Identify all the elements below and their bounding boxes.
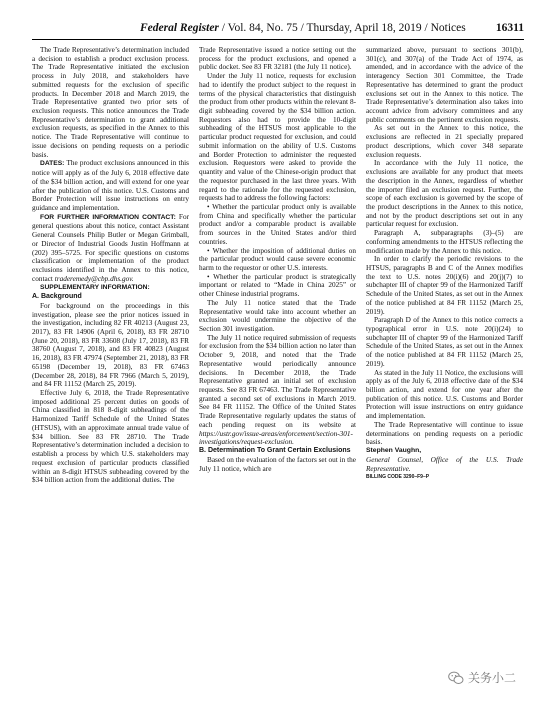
section-heading-a: A. Background [32, 293, 82, 301]
paragraph: The Trade Representative’s determination included a decision to establish a product exclusion process. The Trade Representative initiated the exclusion process in July 2018, and stakeholders have submitted requests for the exclusion of specific products. In December 2018 and March 2019, the Trade Representative granted two prior sets of exclusion requests. This notice announces the Trade Representative’s determination to grant additional exclusion requests, as specified in the Annex to this notice. The Trade Representative will continue to issue decisions on pending requests on a periodic basis. [32, 46, 189, 159]
paragraph: Trade Representative issued a notice setting out the process for the product exclusions, and opened a public docket. See 83 FR 32181 (the July 11 notice). [199, 46, 356, 72]
billing-code: BILLING CODE 3290–F9–P [366, 474, 430, 481]
watermark [444, 668, 520, 687]
signer-name: Stephen Vaughn, [366, 447, 422, 455]
dates-paragraph [32, 159, 189, 212]
paragraph: Paragraph D of the Annex to this notice corrects a typographical error in U.S. note 20(i)(24) to subchapter III of chapter 99 of the Harmonized Tariff Schedule of the United States, as set out in the Annex of the notice published at 84 FR 11152 (March 25, 2019). [366, 316, 523, 368]
paragraph: summarized above, pursuant to sections 301(b), 301(c), and 307(a) of the Trade Act of 1974, as amended, and in accordance with the advice of the interagency Section 301 Committee, the Trade Representative has determined to grant the product exclusions set out in the Annex to this notice. The Trade Representative’s determination also takes into account advice from advisory committees and any public comments on the pertinent exclusion requests. [366, 46, 523, 124]
supplementary-paragraph [32, 283, 189, 293]
dates-text: The product exclusions announced in this notice will apply as of the July 6, 2018 effective date of the $34 billion action, and will extend for one year after the publication of this notice. U.S. Customs and Border Protection will issue instructions on entry guidance and implementation. [32, 159, 189, 212]
wechat-logo-icon [448, 671, 464, 685]
header-rule [32, 39, 524, 40]
paragraph: In order to clarify the periodic revisions to the HTSUS, paragraphs B and C of the Annex modifies the text to U.S. notes 20(i)(6) and 20(j)(7) to subchapter III of chapter 99 of the Harmonized Tariff Schedule of the United States, as set out in the Annex of the notice published at 84 FR 11152 (March 25, 2019). [366, 255, 523, 316]
running-head [140, 22, 466, 34]
section-heading-b: B. Determination To Grant Certain Exclusions [199, 447, 351, 455]
bullet-item: • Whether the imposition of additional duties on the particular product would cause severe economic harm to the requestor or other U.S. interests. [199, 246, 356, 272]
dates-label: DATES: [40, 160, 65, 168]
paragraph: The Trade Representative will continue to issue determinations on pending requests on a periodic basis. [366, 420, 523, 447]
column-3 [366, 46, 523, 482]
contact-label: FOR FURTHER INFORMATION CONTACT: [40, 213, 176, 221]
issue-info: / Vol. 84, No. 75 / Thursday, April 18, 2019 / Notices [218, 22, 466, 34]
paragraph: The July 11 notice stated that the Trade Representative would take into account whether an exclusion would undermine the objective of the Section 301 investigation. [199, 298, 356, 333]
paragraph: Paragraph A, subparagraphs (3)–(5) are conforming amendments to the HTSUS reflecting the modification made by the Annex to this notice. [366, 229, 523, 255]
signer-title: General Counsel, Office of the U.S. Trade Representative. [366, 455, 523, 473]
watermark-text: 关务小二 [467, 671, 516, 685]
paragraph: As set out in the Annex to this notice, the exclusions are reflected in 21 specially prepared product descriptions, which cover 348 separate exclusion requests. [366, 124, 523, 159]
paragraph: As stated in the July 11 Notice, the exclusions will apply as of the July 6, 2018 effective date of the $34 billion action, and extend for one year after the publication of this notice. U.S. Customs and Border Protection will issue instructions on entry guidance and implementation. [366, 368, 523, 421]
paragraph: Effective July 6, 2018, the Trade Representative imposed additional 25 percent duties on goods of China classified in 818 8-digit subheadings of the Harmonized Tariff Schedule of the United States (HTSUS), with an approximate annual trade value of $34 billion. See 83 FR 28710. The Trade Representative’s determination included a decision to establish a process by which U.S. stakeholders may request exclusion of particular products classified within an 8-digit HTSUS subheading covered by the $34 billion action from the additional duties. The [32, 389, 189, 485]
page-number: 16311 [495, 22, 524, 34]
paragraph: Under the July 11 notice, requests for exclusion had to identify the product subject to the request in terms of the physical characteristics that distinguish the product from other products within the relevant 8-digit subheading covered by the $34 billion action. Requestors also had to provide the 10-digit subheading of the HTSUS most applicable to the particular product requested for exclusion, and could submit information on the ability of U.S. Customs and Border Protection to administer the requested exclusion. Requestors were asked to provide the quantity and value of the Chinese-origin product that the requestor purchased in the last three years. With regard to the rationale for the requested exclusion, requests had to address the following factors: [199, 72, 356, 203]
bullet-item: • Whether the particular product only is available from China and specifically whether the particular product and/or a comparable product is available from sources in the United States and/or third countries. [199, 202, 356, 246]
publication-name: Federal Register [140, 22, 219, 34]
contact-text: For general questions about this notice, contact Assistant General Counsels Philip Butler or Megan Grimball, or Director of Industrial Goods Justin Hoffmann at (202) 395–5725. For specific questions on customs classification or implementation of the product exclusions identified in the Annex to this notice, contact [32, 212, 190, 283]
column-2 [199, 46, 356, 473]
paragraph: For background on the proceedings in this investigation, please see the prior notices issued in the investigation, including 82 FR 40213 (August 23, 2017), 83 FR 14906 (April 6, 2018), 83 FR 28710 (June 20, 2018), 83 FR 33608 (July 17, 2018), 83 FR 38760 (August 7, 2018), and 83 FR 40823 (August 16, 2018), 83 FR 47974 (September 21, 2018), 83 FR 65198 (December 19, 2018), 83 FR 67463 (December 28, 2018), 84 FR 7966 (March 5, 2019), and 84 FR 11152 (March 25, 2019). [32, 301, 189, 389]
column-1 [32, 46, 189, 485]
bullet-item: • Whether the particular product is strategically important or related to “Made in China 2025” or other Chinese industrial programs. [199, 272, 356, 299]
supplementary-label: SUPPLEMENTARY INFORMATION: [40, 284, 150, 292]
paragraph [199, 334, 356, 447]
paragraph: In accordance with the July 11 notice, the exclusions are available for any product that meets the description in the Annex, regardless of whether the importer filed an exclusion request. Further, the scope of each exclusion is governed by the scope of the product descriptions in the Annex to this notice, and not by the product descriptions set out in any particular request for exclusion. [366, 159, 523, 229]
contact-paragraph [32, 213, 189, 284]
contact-email-link[interactable]: traderemedy@cbp.dhs.gov. [54, 274, 134, 283]
paragraph: Based on the evaluation of the factors set out in the July 11 notice, which are [199, 455, 356, 473]
page-header [32, 22, 524, 38]
ustr-url-link[interactable]: https://ustr.gov/issue-areas/enforcement/section-301-investigations/request-exclusion. [199, 429, 353, 447]
paragraph-text: The July 11 notice required submission of requests for exclusion from the $34 billion action no later than October 9, 2018, and noted that the Trade Representative would periodically announce decisions. In December 2018, the Trade Representative granted an initial set of exclusion requests. See 83 FR 67463. The Trade Representative granted a second set of exclusions in March 2019. See 84 FR 11152. The Office of the United States Trade Representative regularly updates the status of each pending request on its website at [199, 333, 356, 429]
